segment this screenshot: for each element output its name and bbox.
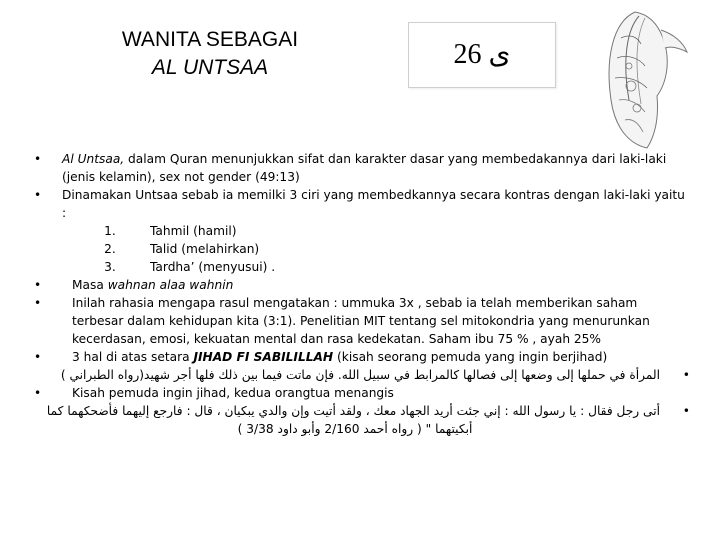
- list-item: [20, 276, 690, 294]
- bullet-mark: •: [34, 152, 42, 166]
- bullet-mark: •: [34, 386, 42, 400]
- item-label: Talid (melahirkan): [150, 242, 260, 256]
- title-line-2: AL UNTSAA: [151, 56, 269, 79]
- bullet-list: [20, 150, 690, 438]
- arabic-item: [20, 402, 690, 420]
- list-item: [20, 384, 690, 402]
- bullet-mark: •: [682, 404, 690, 418]
- bullet-mark: •: [34, 188, 42, 202]
- item-text: Kisah pemuda ingin jihad, kedua orangtua menangis: [72, 386, 394, 400]
- item-text-suffix: (kisah seorang pemuda yang ingin berjihad): [333, 350, 608, 364]
- item-text: dalam Quran menunjukkan sifat dan karakter dasar yang membedakannya dari laki-laki (jenis kelamin), sex not gender (49:13): [62, 152, 667, 184]
- item-bold-text: JIHAD FI SABILILLAH: [193, 350, 334, 364]
- arabic-text: المرأة في حملها إلى وضعها إلى فصالها كالمرابط في سبيل الله. فإن ماتت فيما بين ذلك فلها أجر شهيد(رواه الطبراني ): [60, 368, 660, 382]
- bullet-mark: •: [682, 368, 690, 382]
- slide-title: [60, 26, 360, 82]
- term-al-untsaa: Al Untsaa,: [62, 152, 125, 166]
- veiled-woman-logo-icon: [595, 8, 695, 150]
- item-text: Inilah rahasia mengapa rasul mengatakan : ummuka 3x , sebab ia telah memberikan saham terbesar dalam kehidupan kita (3:1). Penelitian MIT tentang sel mitokondria yang menurunkan kecerdasan, emosi, kekuatan mental dan rasa kedekatan. Saham ibu 75 % , ayah 25%: [72, 296, 650, 346]
- arabic-item: [20, 366, 690, 384]
- item-number: 2.: [104, 242, 116, 256]
- item-number: 3.: [104, 260, 116, 274]
- numbered-item: [20, 258, 690, 276]
- list-item: [20, 150, 690, 186]
- arabic-continuation: [20, 420, 690, 438]
- list-item: [20, 294, 690, 348]
- numbered-item: [20, 240, 690, 258]
- list-item: [20, 348, 690, 366]
- item-text: Dinamakan Untsaa sebab ia memilki 3 ciri yang membedkannya secara kontras dengan laki-laki yaitu :: [62, 188, 685, 220]
- bullet-mark: •: [34, 296, 42, 310]
- item-label: Tahmil (hamil): [150, 224, 237, 238]
- arabic-text-line-1: أتى رجل فقال : يا رسول الله : إني جئت أريد الجهاد معك ، ولقد أتيت وإن والدي يبكيان ، قال : فارجع إليهما فأضحكهما كما: [46, 404, 660, 418]
- bullet-mark: •: [34, 278, 42, 292]
- item-italic-text: wahnan alaa wahnin: [107, 278, 234, 292]
- title-line-1: WANITA SEBAGAI: [121, 28, 299, 51]
- list-item: [20, 186, 690, 222]
- bullet-mark: •: [34, 350, 42, 364]
- numbered-item: [20, 222, 690, 240]
- number-badge: 26 ى: [408, 22, 556, 88]
- item-text: Masa: [72, 278, 108, 292]
- item-text: 3 hal di atas setara: [72, 350, 194, 364]
- item-number: 1.: [104, 224, 116, 238]
- arabic-text-line-2: أبكيتهما " ( رواه أحمد 2/160 وأبو داود 3/38 ): [237, 422, 473, 436]
- item-label: Tardha’ (menyusui) .: [150, 260, 276, 274]
